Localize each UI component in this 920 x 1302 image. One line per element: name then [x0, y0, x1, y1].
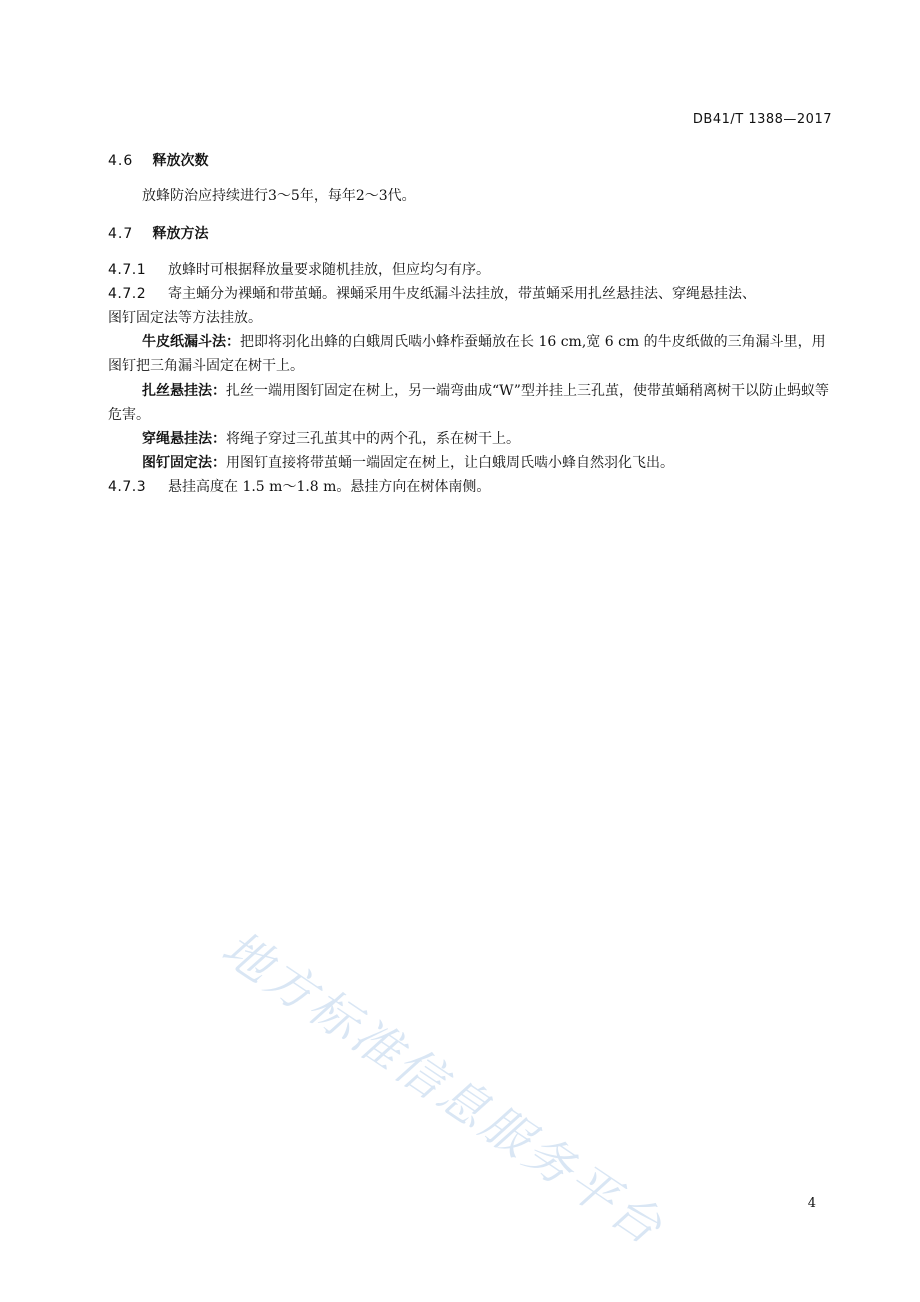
paragraph-release-times: 放蜂防治应持续进行3～5年，每年2～3代。 [142, 188, 416, 204]
method-pin-fixing [108, 451, 832, 475]
method-term: 穿绳悬挂法： [142, 431, 226, 447]
method-text: 将绳子穿过三孔茧其中的两个孔，系在树干上。 [226, 431, 520, 447]
clause-text-line1: 寄主蛹分为裸蛹和带茧蛹。裸蛹采用牛皮纸漏斗法挂放，带茧蛹采用扎丝悬挂法、穿绳悬挂法、 [168, 286, 756, 302]
section-number: 4.7 [108, 226, 134, 242]
clause-number: 4.7.3 [108, 479, 147, 495]
method-rope-hanging [108, 427, 832, 451]
section-number: 4.6 [108, 153, 134, 169]
clause-text: 悬挂高度在 1.5 m～1.8 m。悬挂方向在树体南侧。 [168, 479, 491, 495]
clause-text-line2: 图钉固定法等方法挂放。 [108, 310, 262, 326]
method-text: 用图钉直接将带茧蛹一端固定在树上，让白蛾周氏啮小蜂自然羽化飞出。 [226, 455, 674, 471]
method-term: 扎丝悬挂法： [142, 383, 226, 399]
section-heading-4-6 [108, 150, 208, 170]
clause-4-7-1 [108, 258, 832, 282]
clause-text: 放蜂时可根据释放量要求随机挂放，但应均匀有序。 [168, 262, 490, 278]
section-title: 释放次数 [152, 153, 209, 169]
clause-number: 4.7.2 [108, 286, 147, 302]
clause-4-7-3 [108, 475, 832, 499]
standard-code: DB41/T 1388—2017 [692, 112, 832, 127]
method-term: 图钉固定法： [142, 455, 226, 471]
watermark: 地方标准信息服务平台 [211, 920, 675, 1258]
clause-number: 4.7.1 [108, 262, 147, 278]
method-text: 扎丝一端用图钉固定在树上，另一端弯曲成“W”型并挂上三孔茧，使带茧蛹稍离树干以防止蚂蚁等危害。 [108, 383, 829, 423]
section-heading-4-7 [108, 223, 208, 243]
method-term: 牛皮纸漏斗法： [142, 334, 240, 350]
clause-4-7-2 [108, 282, 832, 330]
page-number: 4 [807, 1196, 816, 1211]
section-title: 释放方法 [152, 226, 209, 242]
method-wire-hanging [108, 379, 832, 427]
method-text: 把即将羽化出蜂的白蛾周氏啮小蜂柞蚕蛹放在长 16 cm,宽 6 cm 的牛皮纸做的三角漏斗里，用图钉把三角漏斗固定在树干上。 [108, 334, 826, 374]
method-kraft-paper-funnel [108, 330, 832, 378]
